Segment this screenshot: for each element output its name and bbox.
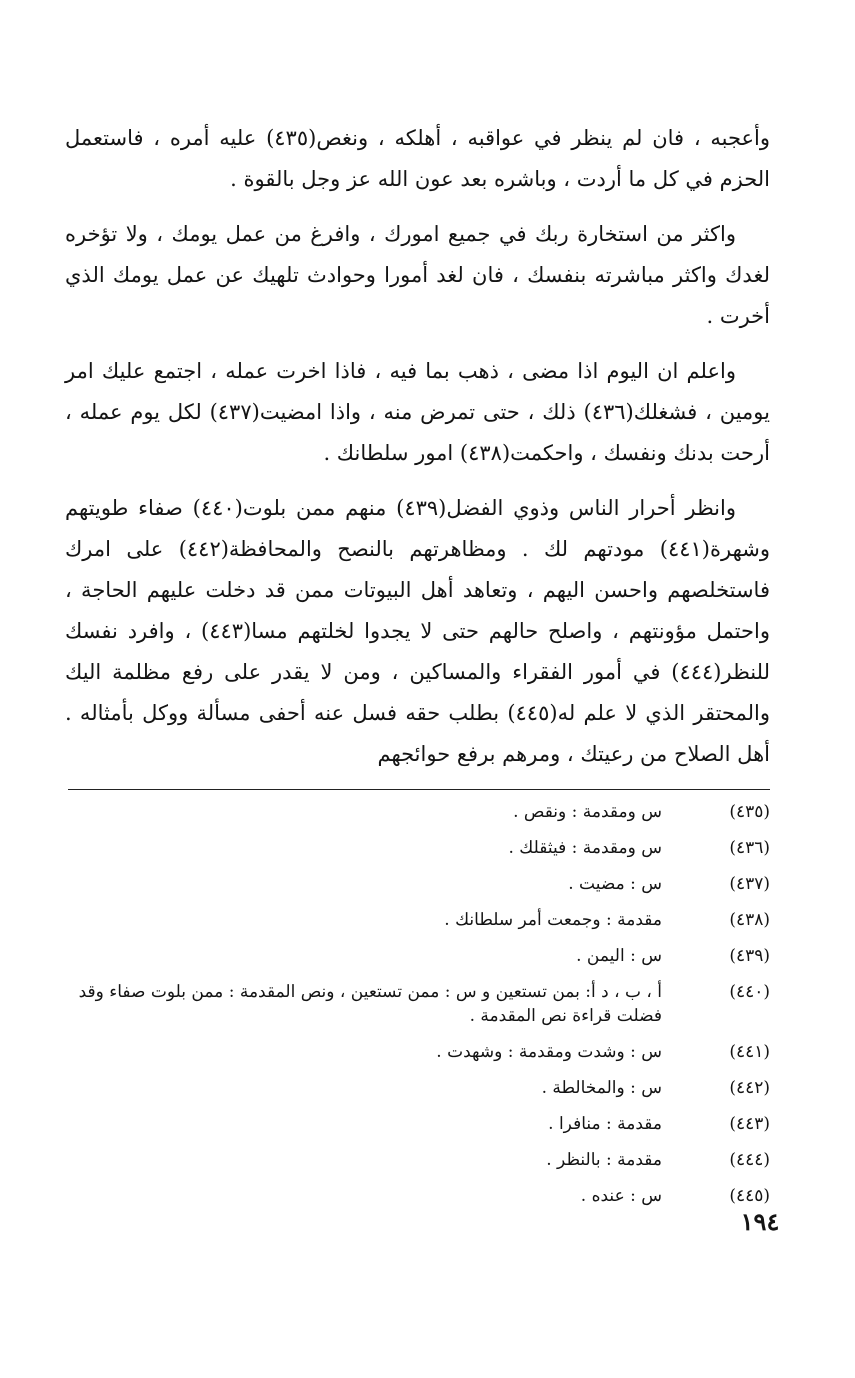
footnote-text: س ومقدمة : ونقص . — [513, 802, 662, 822]
footnote-text: س : والمخالطة . — [541, 1078, 662, 1098]
footnote-number: (٤٣٧) — [729, 874, 770, 894]
footnote-text: س : اليمن . — [576, 946, 662, 966]
footnote-item — [65, 1040, 770, 1064]
footnote-number: (٤٤٢) — [729, 1078, 770, 1098]
footnote-item — [65, 1148, 770, 1172]
footnote-number: (٤٤٤) — [729, 1150, 770, 1170]
footnote-item — [65, 1184, 770, 1208]
body-text — [65, 118, 770, 775]
footnote-item — [65, 1112, 770, 1136]
footnote-number: (٤٣٩) — [729, 946, 770, 966]
footnote-item — [65, 908, 770, 932]
footnote-item — [65, 872, 770, 896]
footnote-number: (٤٤٣) — [729, 1114, 770, 1134]
paragraph-3: واعلم ان اليوم اذا مضى ، ذهب بما فيه ، فاذا اخرت عمله ، اجتمع عليك امر يومين ، فشغلك(٤٣٦) ذلك ، حتى تمرض منه ، واذا امضيت(٤٣٧) لكل يوم عمله ، أرحت بدنك ونفسك ، واحكمت(٤٣٨) امور سلطانك . — [65, 359, 770, 465]
footnote-text: أ ، ب ، د أ: بمن تستعين و س : ممن تستعين ، ونص المقدمة : ممن بلوت صفاء وقد فضلت قراءة نص المقدمة . — [78, 982, 662, 1026]
footnote-number: (٤٣٦) — [729, 838, 770, 858]
footnote-text: س : مضيت . — [568, 874, 662, 894]
footnote-number: (٤٤٥) — [729, 1186, 770, 1206]
footnote-text: س : عنده . — [580, 1186, 662, 1206]
footnote-number: (٤٣٥) — [729, 802, 770, 822]
footnote-number: (٤٤١) — [729, 1042, 770, 1062]
footnotes-list — [65, 800, 770, 1208]
footnote-item — [65, 800, 770, 824]
footnote-item — [65, 836, 770, 860]
footnote-item — [65, 1076, 770, 1100]
footnote-text: س : وشدت ومقدمة : وشهدت . — [436, 1042, 662, 1062]
footnote-text: مقدمة : وجمعت أمر سلطانك . — [444, 910, 662, 930]
footnote-item — [65, 980, 770, 1028]
paragraph-2: واكثر من استخارة ربك في جميع امورك ، وافرغ من عمل يومك ، ولا تؤخره لغدك واكثر مباشرته بنفسك ، فان لغد أمورا وحوادث تلهيك عن عمل يومك الذي أخرت . — [65, 222, 770, 328]
paragraph-1: وأعجبه ، فان لم ينظر في عواقبه ، أهلكه ، ونغص(٤٣٥) عليه أمره ، فاستعمل الحزم في كل ما أردت ، وباشره بعد عون الله عز وجل بالقوة . — [65, 126, 770, 191]
footnote-number: (٤٤٠) — [729, 982, 770, 1002]
page-number: ١٩٤ — [740, 1207, 780, 1236]
footnote-number: (٤٣٨) — [729, 910, 770, 930]
book-page — [65, 118, 770, 1220]
footnote-text: مقدمة : بالنظر . — [546, 1150, 662, 1170]
paragraph-4: وانظر أحرار الناس وذوي الفضل(٤٣٩) منهم ممن بلوت(٤٤٠) صفاء طويتهم وشهرة(٤٤١) مودتهم لك . ومظاهرتهم بالنصح والمحافظة(٤٤٢) على امرك فاستخلصهم واحسن اليهم ، وتعاهد أهل البيوتات ممن قد دخلت عليهم الحاجة ، واحتمل مؤونتهم ، واصلح حالهم حتى لا يجدوا لخلتهم مسا(٤٤٣) ، وافرد نفسك للنظر(٤٤٤) في أمور الفقراء والمساكين ، ومن لا يقدر على رفع مظلمة اليك والمحتقر الذي لا علم له(٤٤٥) بطلب حقه فسل عنه أحفى مسألة ووكل بأمثاله . أهل الصلاح من رعيتك ، ومرهم برفع حوائجهم — [65, 496, 770, 766]
footnote-divider — [68, 789, 770, 790]
footnote-text: مقدمة : منافرا . — [548, 1114, 662, 1134]
footnote-item — [65, 944, 770, 968]
footnote-text: س ومقدمة : فيثقلك . — [508, 838, 662, 858]
